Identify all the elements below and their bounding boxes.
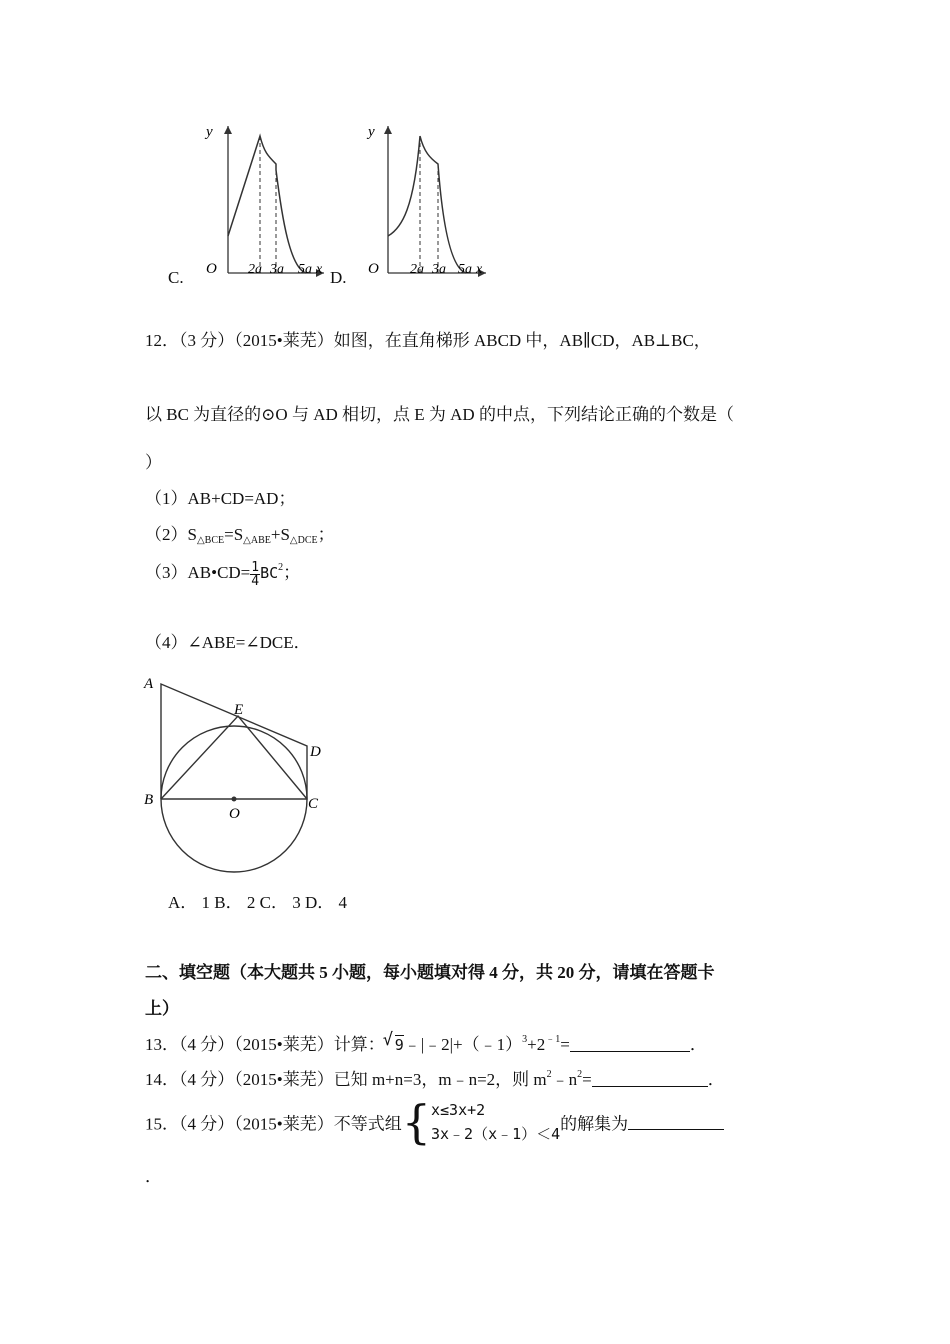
graph-c-tick-3a: 3a <box>270 262 284 277</box>
graph-c-tick-2a: 2a <box>248 262 262 277</box>
graph-c-y-label: y <box>206 124 213 140</box>
answer-blank-14 <box>592 1072 708 1087</box>
option-d-label: D. <box>330 268 347 287</box>
q12-figure <box>140 670 340 875</box>
answer-blank-15 <box>628 1115 724 1130</box>
fig-label-b: B <box>144 792 154 808</box>
fig-label-a: A <box>144 676 154 692</box>
q15-end-period: ． <box>145 1167 162 1186</box>
q15: 15．（4 分）（2015•莱芜）不等式组{ x≤3x+2 3x﹣2（x﹣1）＜4 的解集为 <box>145 1098 724 1146</box>
q14: 14．（4 分）（2015•莱芜）已知 m+n=3，m﹣n=2，则 $m^2﹣n^2=$ ． <box>145 1069 725 1089</box>
q12-options: A． 1 B． 2 C． 3 D． 4 <box>168 893 347 912</box>
q12-statement-4: （4）∠ABE=∠DCE． <box>145 633 311 652</box>
fig-label-c: C <box>308 796 319 812</box>
q12-statement-1: （1）AB+CD=AD； <box>145 489 296 508</box>
fraction-one-quarter: $\frac{1}{4}$ <box>251 559 260 589</box>
graph-d-tick-5a: 5a <box>458 262 472 277</box>
q13: 13．（4 分）（2015•莱芜）计算： √ $9﹣|﹣2|+(﹣1)^3+2^{﹣1}=$ ． <box>145 1030 707 1054</box>
answer-blank-13 <box>570 1037 690 1052</box>
graph-d-tick-2a: 2a <box>410 262 424 277</box>
q12-statement-3: （3）AB•CD= $\frac{1}{4}$ $BC^2$； <box>145 559 301 589</box>
graph-d-tick-3a: 3a <box>432 262 446 277</box>
sqrt-9: √ 9 <box>382 1030 404 1054</box>
graph-option-d <box>362 118 502 280</box>
q12-stem-line2: 以 BC 为直径的⊙O 与 AD 相切，点 E 为 AD 的中点，下列结论正确的个数是（ <box>145 405 734 424</box>
q12-statement-2: $(2)S_{\triangle BCE}=S_{\triangle ABE}+S_{\triangle DCE}$； <box>145 525 335 546</box>
fig-label-o: O <box>229 806 240 822</box>
graph-c-x-label: x <box>316 262 323 277</box>
section-2-title-line2: 上） <box>145 999 179 1018</box>
option-c-label: C. <box>168 268 184 287</box>
graph-c-tick-5a: 5a <box>298 262 312 277</box>
graph-d-y-label: y <box>368 124 375 140</box>
fig-label-d: D <box>310 744 321 760</box>
graph-d-origin: O <box>368 261 379 277</box>
section-2-title-line1: 二、填空题（本大题共 5 小题，每小题填对得 4 分，共 20 分，请填在答题卡 <box>145 963 715 982</box>
q12-stem-line1: 12．（3 分）（2015•莱芜）如图，在直角梯形 ABCD 中，AB∥CD，AB⊥BC， <box>145 331 711 350</box>
inequality-system: x≤3x+2 3x﹣2（x﹣1）＜4 <box>430 1101 561 1143</box>
fig-label-e: E <box>234 702 244 718</box>
graph-d-x-label: x <box>476 262 483 277</box>
graph-c-origin: O <box>206 261 217 277</box>
q12-stem-line3: ） <box>145 453 162 472</box>
graph-option-c <box>196 118 336 280</box>
